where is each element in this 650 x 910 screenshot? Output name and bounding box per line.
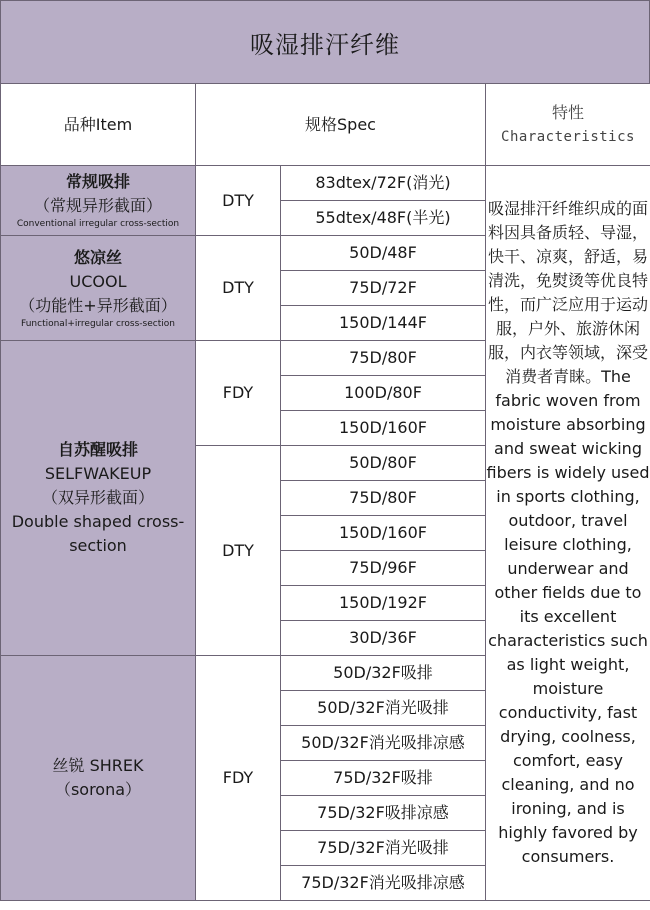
variety-name: 常规吸排: [65, 172, 130, 191]
variety-name-en: UCOOL: [69, 271, 127, 291]
header-characteristics: [486, 84, 650, 166]
process-cell: DTY: [196, 446, 281, 656]
variety-cell-shrek: [1, 656, 196, 901]
spec-cell: 150D/192F: [281, 586, 486, 621]
spec-cell: 50D/32F消光吸排: [281, 691, 486, 726]
process-cell: FDY: [196, 341, 281, 446]
spec-cell: 150D/160F: [281, 411, 486, 446]
spec-cell: 50D/32F消光吸排凉感: [281, 726, 486, 761]
spec-cell: 75D/32F消光吸排: [281, 831, 486, 866]
header-spec: 规格Spec: [196, 84, 486, 166]
variety-name: 自苏醒吸排: [57, 440, 138, 459]
header-item: 品种Item: [1, 84, 196, 166]
variety-name: 丝锐 SHREK: [52, 756, 144, 775]
spec-cell: 75D/80F: [281, 481, 486, 516]
process-cell: DTY: [196, 236, 281, 341]
variety-cell-ucool: [1, 236, 196, 341]
variety-note-en: Double shaped cross-section: [11, 512, 185, 555]
variety-name: 悠凉丝: [73, 247, 122, 267]
spec-cell: 50D/80F: [281, 446, 486, 481]
variety-note-en: Conventional irregular cross-section: [16, 219, 180, 229]
spec-cell: 75D/72F: [281, 271, 486, 306]
variety-note: （功能性+异形截面）: [19, 295, 177, 315]
variety-note: （sorona）: [54, 780, 142, 799]
spec-table: [0, 83, 650, 901]
variety-cell-selfwakeup: [1, 341, 196, 656]
spec-cell: 150D/144F: [281, 306, 486, 341]
spec-cell: 75D/96F: [281, 551, 486, 586]
table-row: [1, 166, 650, 201]
process-cell: DTY: [196, 166, 281, 236]
variety-note: （常规异形截面）: [33, 196, 162, 215]
spec-cell: 55dtex/48F(半光): [281, 201, 486, 236]
spec-cell: 75D/32F吸排凉感: [281, 796, 486, 831]
page-title: 吸湿排汗纤维: [0, 0, 650, 83]
spec-cell: 150D/160F: [281, 516, 486, 551]
spec-cell: 50D/32F吸排: [281, 656, 486, 691]
variety-name-en: SELFWAKEUP: [44, 464, 152, 483]
spec-cell: 100D/80F: [281, 376, 486, 411]
spec-cell: 83dtex/72F(消光): [281, 166, 486, 201]
header-char-cn: 特性: [551, 102, 584, 122]
spec-cell: 75D/80F: [281, 341, 486, 376]
spec-cell: 75D/32F吸排: [281, 761, 486, 796]
variety-cell-conventional: [1, 166, 196, 236]
variety-note-en: Functional+irregular cross-section: [21, 318, 175, 329]
characteristics-cell: 吸湿排汗纤维织成的面料因具备质轻、导湿，快干、凉爽，舒适，易清洗，免熨烫等优良特性，而广泛应用于运动服，户外、旅游休闲服，内衣等领域，深受消费者青睐。The fabric woven from moisture absorbing and sweat wicking fibers is widely used in sports clothing, outdoor, travel leisure clothing, underwear and other fields due to its excellent characteristics such as light weight, moisture conductivity, fast drying, coolness, comfort, easy cleaning, and no ironing, and is highly favored by consumers.: [486, 166, 650, 901]
variety-note: （双异形截面）: [41, 488, 154, 507]
header-char-en: Characteristics: [501, 128, 635, 145]
spec-cell: 75D/32F消光吸排凉感: [281, 866, 486, 901]
spec-cell: 50D/48F: [281, 236, 486, 271]
process-cell: FDY: [196, 656, 281, 901]
header-row: [1, 84, 650, 166]
spec-cell: 30D/36F: [281, 621, 486, 656]
